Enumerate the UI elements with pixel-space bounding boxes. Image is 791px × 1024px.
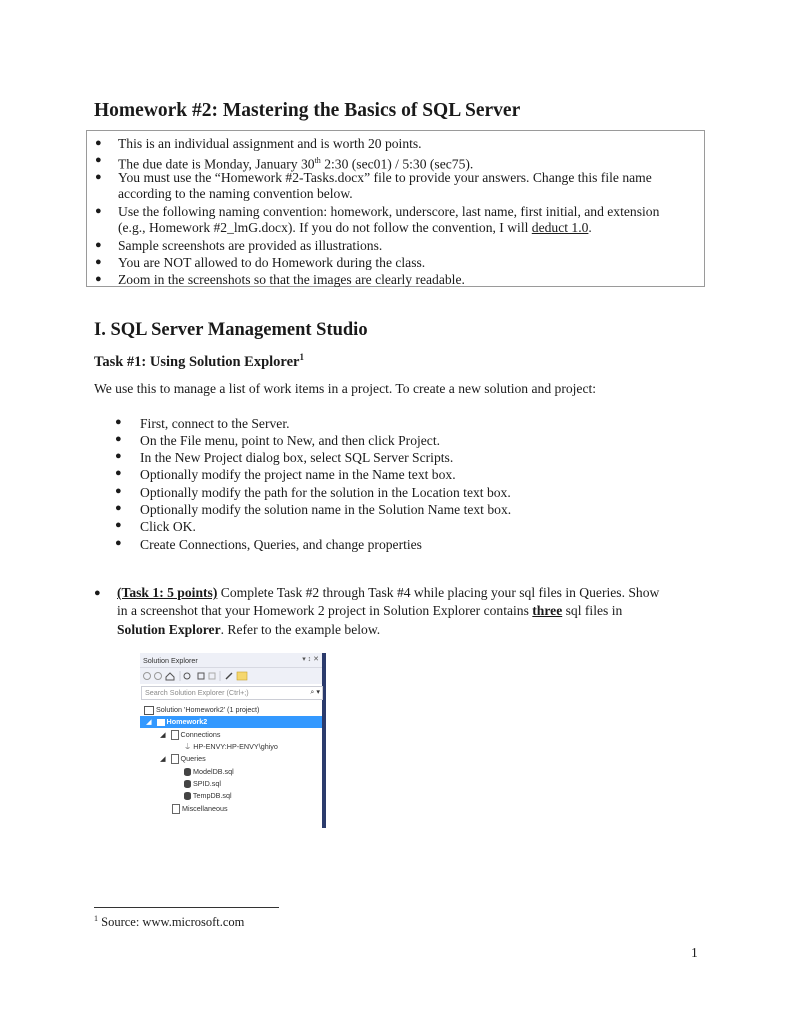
bullet-icon: ●: [115, 502, 122, 514]
tree-item-queries[interactable]: ◢ Queries: [160, 754, 206, 763]
bullet-icon: ●: [115, 485, 122, 497]
folder-icon: [172, 804, 180, 814]
expand-arrow-icon: ◢: [160, 730, 166, 739]
task1-line: in a screenshot that your Homework 2 project in Solution Explorer contains three sql files in: [117, 603, 623, 618]
solution-explorer-screenshot: [140, 653, 326, 828]
database-icon: [184, 780, 191, 788]
page-number: 1: [691, 945, 698, 960]
step-item: ● Optionally modify the path for the solution in the Location text box.: [115, 485, 511, 500]
tree-item-sql-file[interactable]: TempDB.sql: [184, 790, 232, 802]
solution-explorer-search[interactable]: Search Solution Explorer (Ctrl+;) ⌕ ▾: [141, 686, 323, 700]
step-item: ● Create Connections, Queries, and change properties: [115, 537, 422, 552]
expand-arrow-icon: ◢: [146, 717, 152, 726]
bullet-icon: ●: [115, 450, 122, 462]
bullet-icon: ●: [95, 239, 102, 251]
tree-item-sql-file[interactable]: ModelDB.sql: [184, 766, 234, 778]
plug-icon: ⏚: [184, 742, 192, 751]
database-icon: [184, 768, 191, 776]
footnote: $^1$ Source: www.microsoft.com: [94, 914, 245, 930]
section-heading: I. SQL Server Management Studio: [94, 320, 368, 340]
pin-icon: [237, 672, 247, 680]
forward-icon: [155, 673, 162, 680]
step-item: ● Optionally modify the solution name in the Solution Name text box.: [115, 502, 512, 517]
search-icon[interactable]: ⌕ ▾: [310, 687, 320, 696]
instructions-box: ● This is an individual assignment and is worth 20 points. ● The due date is Monday, January 30th 2:30 (sec01) / 5:30 (sec75). ● You must use the “Homework #2-Tasks.docx” file to provide your answers. Change this file name according to the naming convention below. ● Use the following naming convention: homework, underscore, last name, first initial, and extension (e.g., Homework #2_lmG.docx). If you do not follow the convention, I will deduct 1.0. ● Sample screenshots are provided as illustrations. ● You are NOT allowed to do Homework during the class. ● Zoom in the screenshots so that the images are clearly readable.: [86, 130, 705, 287]
tree-item-miscellaneous[interactable]: Miscellaneous: [172, 803, 228, 815]
intro-paragraph: We use this to manage a list of work items in a project. To create a new solution and project:: [94, 381, 597, 396]
bullet-icon: ●: [95, 205, 102, 217]
bullet-icon: ●: [115, 416, 122, 428]
step-item: ● Optionally modify the project name in the Name text box.: [115, 467, 456, 482]
bullet-icon: ●: [95, 137, 102, 149]
bullet-icon: ●: [95, 154, 102, 166]
back-icon: [144, 673, 151, 680]
bullet-icon: ●: [115, 467, 122, 479]
bullet-icon: ●: [115, 519, 122, 531]
step-item: ● First, connect to the Server.: [115, 416, 290, 431]
tree-item-project[interactable]: ◢ Homework2: [140, 716, 322, 728]
toolbar-icons: [140, 668, 322, 684]
bullet-icon: ●: [115, 433, 122, 445]
sync-icon: [198, 673, 204, 679]
solution-explorer-toolbar: [140, 668, 322, 684]
collapse-icon: [209, 673, 215, 679]
tree-item-solution[interactable]: Solution 'Homework2' (1 project): [144, 704, 259, 716]
step-item: ● Click OK.: [115, 519, 196, 534]
bullet-icon: ●: [95, 256, 102, 268]
bullet-icon: ●: [95, 273, 102, 285]
properties-icon: [226, 673, 232, 679]
home-icon: [166, 673, 174, 680]
history-icon: [184, 673, 190, 679]
bullet-icon: ●: [115, 537, 122, 549]
bullet-icon: ●: [94, 587, 101, 599]
task-heading: Task #1: Using Solution Explorer$^1$: [94, 352, 304, 370]
tree-item-sql-file[interactable]: SPID.sql: [184, 778, 221, 790]
solution-explorer-header: Solution Explorer ▾ ↕ ✕: [140, 653, 322, 668]
tree-item-connections[interactable]: ◢ Connections: [160, 730, 221, 739]
expand-arrow-icon: ◢: [160, 754, 166, 763]
footnote-divider: [94, 907, 279, 908]
solution-icon: [144, 706, 154, 715]
step-item: ● On the File menu, point to New, and then click Project.: [115, 433, 441, 448]
folder-icon: [171, 730, 179, 740]
tree-item-connection[interactable]: ⏚ HP-ENVY:HP-ENVY\ghiyo: [184, 742, 278, 751]
window-controls-icon[interactable]: ▾ ↕ ✕: [302, 656, 319, 663]
database-icon: [184, 792, 191, 800]
task1-line: Solution Explorer. Refer to the example below.: [117, 622, 381, 637]
step-item: ● In the New Project dialog box, select SQL Server Scripts.: [115, 450, 454, 465]
document-title: Homework #2: Mastering the Basics of SQL Server: [94, 100, 521, 121]
bullet-icon: ●: [95, 171, 102, 183]
folder-icon: [171, 754, 179, 764]
project-icon: [157, 719, 165, 726]
task1-line: (Task 1: 5 points) Complete Task #2 through Task #4 while placing your sql files in Queries. Show: [117, 585, 660, 600]
